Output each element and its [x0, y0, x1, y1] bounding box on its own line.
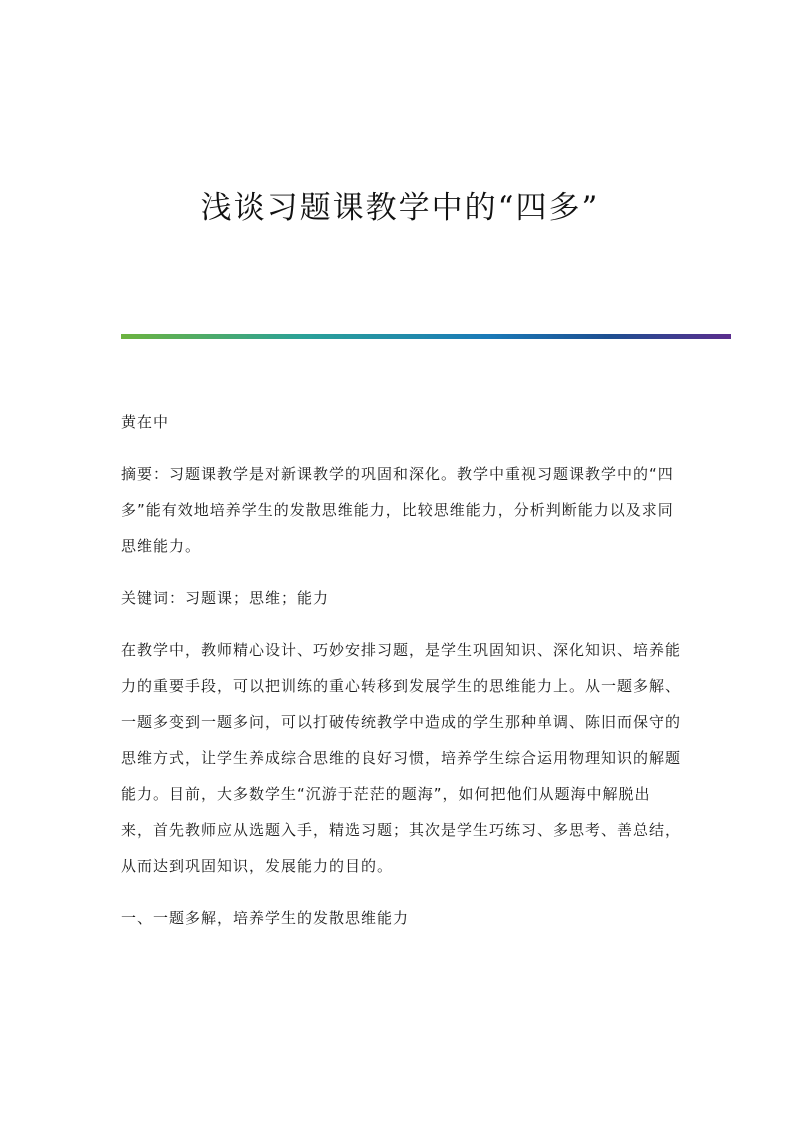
- document-body: [121, 404, 681, 952]
- section-heading: 一、一题多解，培养学生的发散思维能力: [121, 909, 410, 927]
- abstract-paragraph: 摘要：习题课教学是对新课教学的巩固和深化。教学中重视习题课教学中的“四多”能有效地培养学生的发散思维能力，比较思维能力，分析判断能力以及求同思维能力。: [121, 465, 674, 555]
- body-paragraph: 在教学中，教师精心设计、巧妙安排习题，是学生巩固知识、深化知识、培养能力的重要手段，可以把训练的重心转移到发展学生的思维能力上。从一题多解、一题多变到一题多问，可以打破传统教学中造成的学生那种单调、陈旧而保守的思维方式，让学生养成综合思维的良好习惯，培养学生综合运用物理知识的解题能力。目前，大多数学生“沉游于茫茫的题海”，如何把他们从题海中解脱出来，首先教师应从选题入手，精选习题；其次是学生巧练习、多思考、善总结，从而达到巩固知识，发展能力的目的。: [121, 641, 682, 875]
- title-divider: [121, 334, 731, 339]
- author-name: 黄在中: [121, 413, 170, 431]
- document-title: 浅谈习题课教学中的“四多”: [200, 190, 600, 226]
- keywords-line: 关键词：习题课；思维；能力: [121, 589, 330, 607]
